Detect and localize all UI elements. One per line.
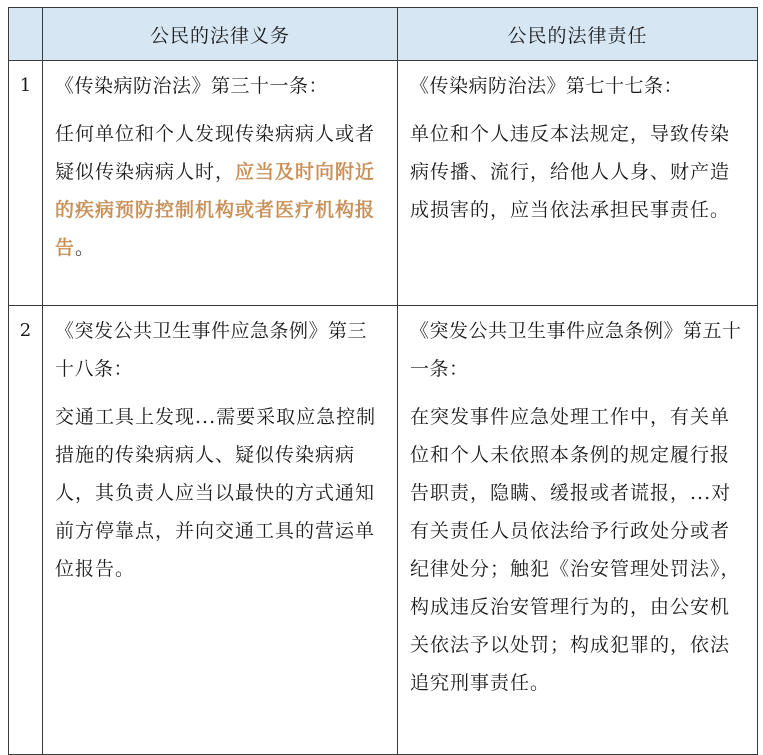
liability-law-reference: 《突发公共卫生事件应急条例》第五十一条：	[410, 320, 742, 380]
duty-text-end: 。	[75, 237, 96, 259]
liability-text: 在突发事件应急处理工作中，有关单位和个人未依照本条例的规定履行报告职责，隐瞒、缓报或者谎报，...对有关责任人员依法给予行政处分或者纪律处分；触犯《治安管理处罚法》，构成违反治安管理行为的，由公安机关依法予以处罚；构成犯罪的，依法追究刑事责任。	[410, 406, 741, 694]
header-duties: 公民的法律义务	[43, 8, 398, 61]
duty-cell	[43, 61, 398, 306]
duty-text	[55, 115, 385, 267]
duty-law-reference: 《突发公共卫生事件应急条例》第三十八条：	[55, 320, 368, 380]
duty-text-plain: 任何单位和个人发现传染病病人或者疑似传染病病人时，	[55, 123, 376, 183]
row-number: 1	[9, 61, 43, 306]
table-row	[9, 306, 758, 755]
liability-text: 单位和个人违反本法规定，导致传染病传播、流行，给他人人身、财产造成损害的，应当依法承担民事责任。	[410, 123, 731, 221]
law-comparison-table	[8, 7, 758, 755]
duty-law-reference: 《传染病防治法》第三十一条：	[55, 75, 329, 97]
header-liabilities: 公民的法律责任	[398, 8, 758, 61]
duty-cell	[43, 306, 398, 755]
header-number-column	[9, 8, 43, 61]
liability-law-reference: 《传染病防治法》第七十七条：	[410, 75, 684, 97]
duty-text: 交通工具上发现...需要采取应急控制措施的传染病病人、疑似传染病病人，其负责人应当以最快的方式通知前方停靠点，并向交通工具的营运单位报告。	[55, 406, 377, 580]
liability-cell	[398, 306, 758, 755]
duty-text-highlight: 应当及时向附近的疾病预防控制机构或者医疗机构报告	[55, 161, 376, 259]
row-number: 2	[9, 306, 43, 755]
table-header-row	[9, 8, 758, 61]
liability-cell	[398, 61, 758, 306]
table-row	[9, 61, 758, 306]
